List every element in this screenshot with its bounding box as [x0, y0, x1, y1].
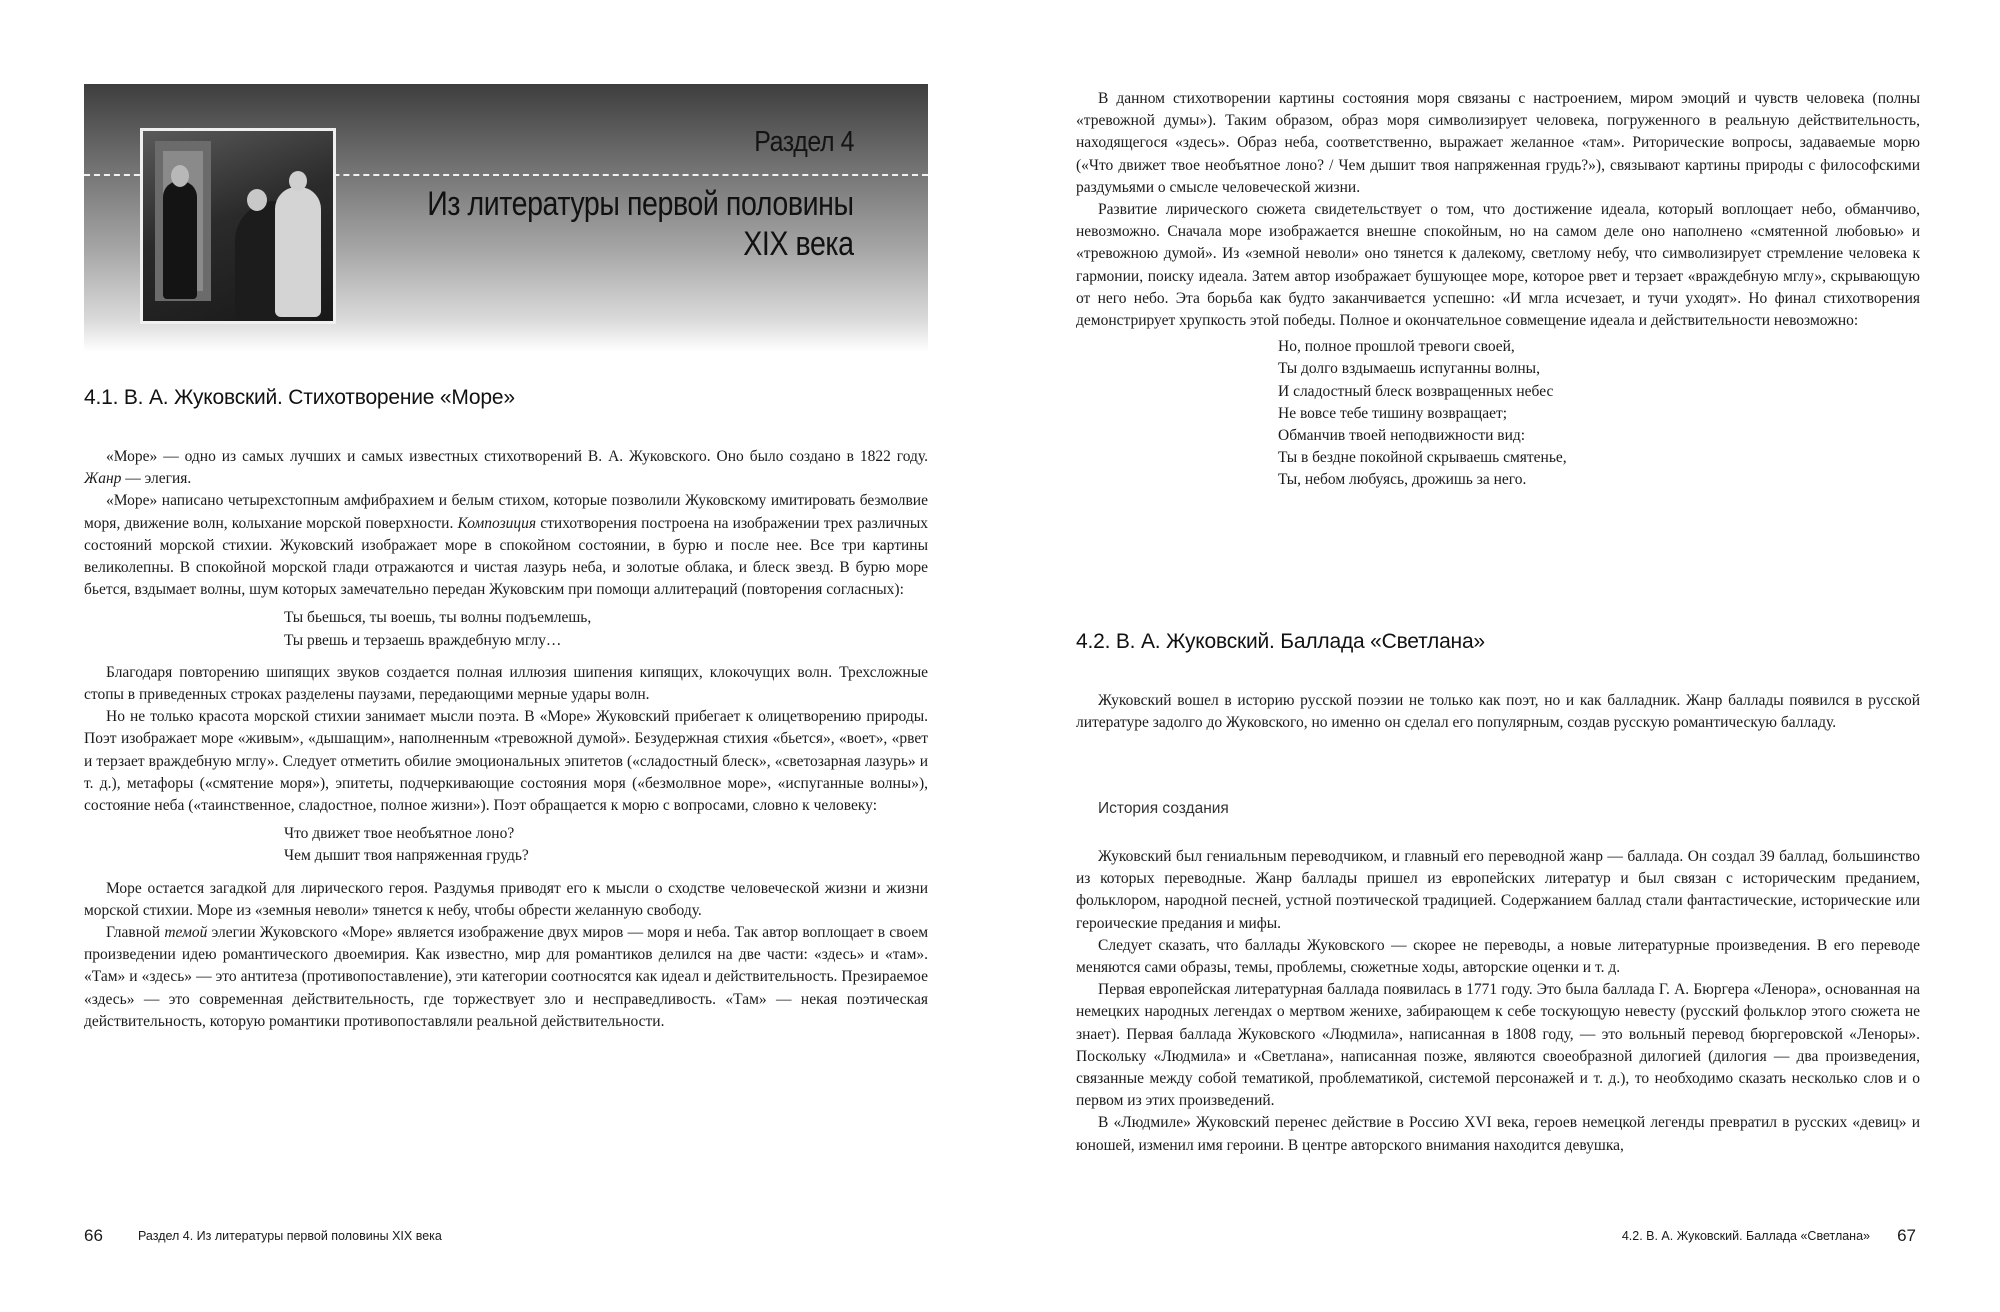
chapter-banner — [84, 84, 928, 352]
right-page — [1000, 0, 2000, 1312]
paragraph: «Море» написано четырехстопным амфибрахием и белым стихом, которые позволили Жуковскому имитировать безмолвие моря, движение волн, колыхание морской поверхности. Композиция стихотворения построена на изображении трех различных состояний морской стихии. Жуковский изображает море в спокойном состоянии, в бурю и после нее. Все три картины великолепны. В спокойной морской глади отражаются и чистая лазурь неба, и золотые облака, и блеск звезд. В бурю море бьется, вздымает волны, шум которых замечательно передан Жуковским при помощи аллитераций (повторения согласных): — [84, 492, 929, 599]
chapter-title — [428, 184, 854, 264]
section-heading-4-1: 4.1. В. А. Жуковский. Стихотворение «Море» — [84, 386, 515, 409]
chapter-title-line-2: XIX века — [743, 225, 854, 263]
section-label: Раздел 4 — [754, 126, 854, 158]
section-heading-4-2: 4.2. В. А. Жуковский. Баллада «Светлана» — [1076, 630, 1485, 653]
page-number: 66 — [84, 1226, 103, 1245]
verse-quote: Ты бьешься, ты воешь, ты волны подъемлешь, Ты рвешь и терзаешь враждебную мглу… — [284, 609, 592, 649]
paragraph: Первая европейская литературная баллада появилась в 1771 году. Это была баллада Г. А. Бюргера «Ленора», основанная на немецких народных легендах о мертвом женихе, забирающем к себе тоскующую невесту (русский фольклор этого сюжета не знает). Первая баллада Жуковского «Людмила», написанная в 1808 году, — это вольный перевод бюргеровской «Леноры». Поскольку «Людмила» и «Светлана», написанная позже, являются своеобразной дилогией (дилогия — два произведения, связанные между собой тематикой, проблематикой, системой персонажей и т. д.), то необходимо сказать несколько слов и о первом из этих произведений. — [1076, 981, 1920, 1110]
subheading-history: История создания — [1098, 800, 1229, 817]
paragraph: «Море» — одно из самых лучших и самых известных стихотворений В. А. Жуковского. Оно было создано в 1822 году. Жанр — элегия. — [84, 448, 928, 488]
running-head: 4.2. В. А. Жуковский. Баллада «Светлана» — [1621, 1229, 1870, 1243]
right-body-text-top — [1076, 88, 1920, 496]
verse-quote: Но, полное прошлой тревоги своей, Ты долго вздымаешь испуганны волны, И сладостный блеск возвращенных небес Не вовсе тебе тишину возвращает; Обманчив твоей неподвижности вид: Ты в бездне покойной скрываешь смятенье, Ты, небом любуясь, дрожишь за него. — [1278, 338, 1567, 489]
paragraph: Следует сказать, что баллады Жуковского — скорее не переводы, а новые литературные произведения. В его переводе меняются сами образы, темы, проблемы, сюжетные ходы, авторские оценки и т. д. — [1076, 936, 1920, 977]
paragraph: В данном стихотворении картины состояния моря связаны с настроением, миром эмоций и чувств человека (полны «тревожной думы»). Таким образом, образ моря символизирует человека, погруженного в реальную действительность, находящегося «здесь». Образ неба, соответственно, выражает желанное «там». Риторические вопросы, задаваемые морю («Что движет твое необъятное лоно? / Чем дышит твоя напряженная грудь?»), связывают картины природы с философскими раздумьями о смысле человеческой жизни. — [1076, 90, 1920, 196]
left-body-text — [84, 446, 928, 1033]
paragraph: В «Людмиле» Жуковский перенес действие в Россию XVI века, героев немецкой легенды превратил в русских «девиц» и юношей, изменил имя героини. В центре авторского внимания находится девушка, — [1076, 1114, 1920, 1154]
chapter-title-line-1: Из литературы первой половины — [427, 185, 854, 223]
paragraph: Благодаря повторению шипящих звуков создается полная иллюзия шипения кипящих, клокочущих волн. Трехсложные стопы в приведенных строках разделены паузами, передающими мерные удары волн. — [84, 663, 928, 704]
paragraph: Жуковский был гениальным переводчиком, и главный его переводной жанр — баллада. Он создал 39 баллад, большинство из которых переводные. Жанр баллады пришел из европейских литератур и был связан с историческим преданием, фольклором, народной песней, устной поэтической традицией. Содержанием баллад стали фантастические, исторические или героические предания и мифы. — [1076, 848, 1920, 932]
paragraph: Развитие лирического сюжета свидетельствует о том, что достижение идеала, который воплощает небо, обманчиво, невозможно. Сначала море изображается внешне спокойным, но на самом деле оно наполнено «смятенной любовью» и «тревожною думой». Из «земной неволи» оно тянется к далекому, светлому небу, что символизирует стремление человека к гармонии, поиску идеала. Затем автор изображает бушующее море, которое рвет и терзает «враждебную мглу», скрывающую от него небо. Эта борьба как будто заканчивается успешно: «И мгла исчезает, и тучи уходят». Но финал стихотворения демонстрирует хрупкость этой победы. Полное и окончательное совмещение идеала и действительности невозможно: — [1076, 201, 1920, 330]
right-intro-text — [1076, 690, 1920, 734]
verse-quote: Что движет твое необъятное лоно? Чем дышит твоя напряженная грудь? — [284, 825, 529, 865]
paragraph: Но не только красота морской стихии занимает мысли поэта. В «Море» Жуковский прибегает к олицетворению природы. Поэт изображает море «живым», «дышащим», наполненным «тревожной думой». Безудержная стихия «бьется», «воет», «рвет и терзает враждебную мглу». Следует отметить обилие эмоциональных эпитетов («сладостный блеск», «светозарная лазурь» и т. д.), метафоры («смятение моря»), эпитеты, подчеркивающие состояния моря («безмолвное море», «испуганные волны»), состояние неба («таинственное, сладостное, полное жизни»). Поэт обращается к морю с вопросами, словно к человеку: — [84, 708, 928, 815]
paragraph: Главной темой элегии Жуковского «Море» является изображение двух миров — моря и неба. Так автор воплощает в своем произведении идею романтического двоемирия. Как известно, мир для романтиков делился на две части: «здесь» и «там». «Там» и «здесь» — это антитеза (противопоставление), эти категории соотносятся как идеал и действительность. Презираемое «здесь» — это современная действительность, где торжествует зло и несправедливость. «Там» — некая поэтическая действительность, которую романтики противопоставляли реальной действительности. — [84, 924, 929, 1030]
paragraph: Море остается загадкой для лирического героя. Раздумья приводят его к мысли о сходстве человеческой жизни и жизни морской стихии. Море из «земныя неволи» тянется к небу, чтобы обрести желанную свободу. — [84, 879, 928, 919]
chapter-illustration — [140, 128, 336, 324]
right-history-text — [1076, 846, 1920, 1157]
running-head: Раздел 4. Из литературы первой половины XIX века — [138, 1229, 442, 1243]
page-number: 67 — [1897, 1226, 1916, 1245]
paragraph: Жуковский вошел в историю русской поэзии не только как поэт, но и как балладник. Жанр баллады появился в русской литературе задолго до Жуковского, но именно он сделал его популярным, создав русскую романтическую балладу. — [1076, 692, 1920, 732]
